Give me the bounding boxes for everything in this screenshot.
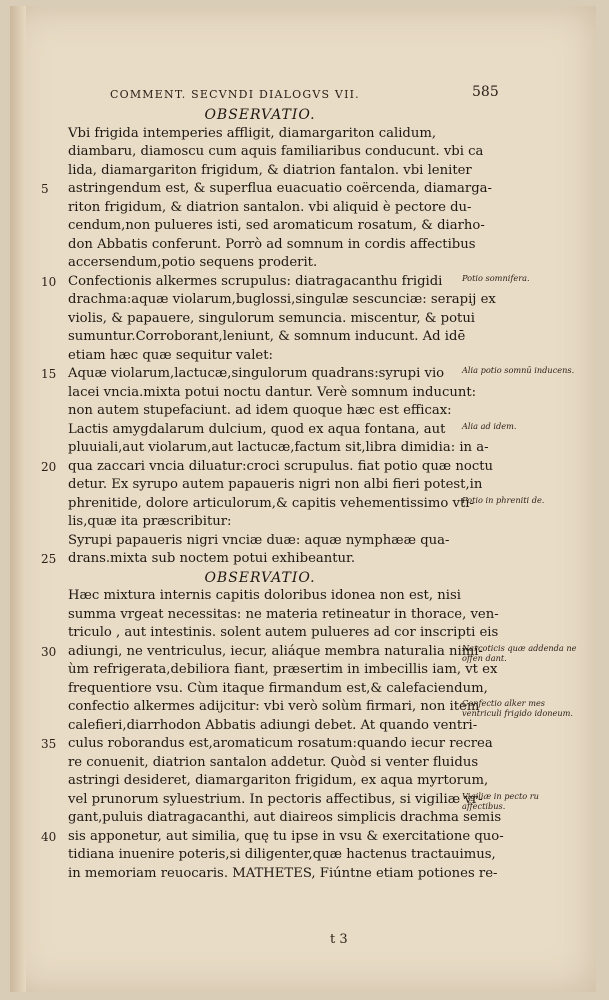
text-line-content: non autem stupefaciunt. ad idem quoque hæc est efficax: <box>68 403 452 418</box>
text-line <box>68 495 474 514</box>
text-line <box>68 846 496 865</box>
text-line <box>68 791 483 810</box>
text-line <box>68 476 483 495</box>
margin-note: Potio somnifera. <box>462 272 530 283</box>
text-line-content: adiungi, ne ventriculus, iecur, aliáque membra naturalia nimi- <box>68 643 483 659</box>
text-line-content: tidiana inuenire poteris,si diligenter,quæ hactenus tractauimus, <box>68 847 496 862</box>
text-line <box>68 125 452 144</box>
text-line-content: calefieri,diarrhodon Abbatis adiungi debet. At quando ventri- <box>68 717 478 733</box>
text-line-content: gant,puluis diatragacanthi, aut diaireos simplicis drachma semis <box>68 810 502 825</box>
section-heading <box>68 106 452 125</box>
text-line-content: pluuiali,aut violarum,aut lactucæ,factum sit,libra dimidia: in a- <box>68 440 489 455</box>
text-line-content: violis, & papauere, singulorum semuncia. miscentur, & potui <box>68 310 476 326</box>
text-line-content: don Abbatis conferunt. Porrò ad somnum in cordis affectibus <box>68 236 476 252</box>
line-number: 10 <box>41 274 57 289</box>
text-line-content: etiam hæc quæ sequitur valet: <box>68 347 273 363</box>
text-line-content: culus roborandus est,aromaticum rosatum:quando iecur recrea <box>68 736 493 751</box>
text-line-content: Lactis amygdalarum dulcium, quod ex aqua fontana, aut <box>68 421 446 437</box>
text-line-content: astringi desideret, diamargariton frigidum, ex aqua myrtorum, <box>68 773 489 788</box>
text-line-content: Confectionis alkermes scrupulus: diatragacanthu frigidi <box>68 273 443 289</box>
text-line <box>68 772 489 791</box>
section-heading <box>68 569 452 588</box>
text-line-content: lida, diamargariton frigidum, & diatrion fantalon. vbi leniter <box>68 162 472 178</box>
line-number: 20 <box>41 459 57 474</box>
text-line <box>68 143 484 162</box>
text-line <box>68 384 477 403</box>
text-line-content: OBSERVATIO. <box>204 107 316 123</box>
line-number: 30 <box>41 644 57 659</box>
text-line <box>68 865 498 884</box>
text-line-content: Syrupi papaueris nigri vnciæ duæ: aquæ nymphææ qua- <box>68 532 450 548</box>
text-line <box>68 236 476 255</box>
text-line <box>68 587 461 606</box>
margin-note: Confectio alker mes ventriculi frigido idoneum. <box>462 698 574 718</box>
text-line-content: Hæc mixtura internis capitis doloribus idonea non est, nisi <box>68 588 461 603</box>
text-line-content: sis apponetur, aut similia, quę tu ipse in vsu & exercitatione quo- <box>68 828 504 844</box>
margin-note: Narcoticis quæ addenda ne offen dant. <box>462 642 577 663</box>
text-line <box>68 532 452 551</box>
text-line <box>68 421 452 440</box>
running-head: COMMENT. SECVNDI DIALOGVS VII. <box>110 88 360 101</box>
text-line-content: lis,quæ ita præscribitur: <box>68 514 232 529</box>
text-line <box>68 624 499 643</box>
text-line <box>68 606 499 625</box>
text-line <box>41 828 504 847</box>
text-line <box>68 698 480 717</box>
signature-mark: t 3 <box>330 932 348 947</box>
text-line <box>41 180 492 199</box>
page-number: 585 <box>472 84 499 100</box>
text-line-content: phrenitide, dolore articulorum,& capitis vehementissimo vti- <box>68 495 474 511</box>
margin-note: Alia ad idem. <box>462 420 517 431</box>
margin-note: Alia potio somnū inducens. <box>462 365 575 375</box>
line-number: 15 <box>41 367 57 381</box>
text-line-content: drans.mixta sub noctem potui exhibeantur. <box>68 551 356 566</box>
text-line <box>41 735 493 754</box>
book-page <box>10 6 596 992</box>
text-line <box>68 310 476 329</box>
text-line-content: ùm refrigerata,debiliora fiant, præsertim in imbecillis iam, vt ex <box>68 662 498 677</box>
text-line-content: astringendum est, & superflua euacuatio coërcenda, diamarga- <box>68 181 492 196</box>
text-line-content: summa vrgeat necessitas: ne materia retineatur in thorace, ven- <box>68 606 499 622</box>
text-line-content: lacei vncia.mixta potui noctu dantur. Verè somnum inducunt: <box>68 384 477 400</box>
text-line <box>41 458 494 477</box>
text-line-content: re conuenit, diatrion santalon addetur. Quòd si venter fluidus <box>68 754 479 770</box>
text-line <box>68 439 489 458</box>
text-line-content: Aquæ violarum,lactucæ,singulorum quadrans:syrupi vio <box>68 366 445 381</box>
text-line-content: cendum,non pulueres isti, sed aromaticum rosatum, & diarho- <box>68 218 485 233</box>
line-number: 25 <box>41 552 57 566</box>
text-line <box>41 365 452 384</box>
text-line <box>41 643 483 662</box>
text-line-content: in memoriam reuocaris. MATHETES, Fiúntne etiam potiones re- <box>68 865 498 881</box>
text-line-content: accersendum,potio sequens proderit. <box>68 255 318 270</box>
page-gutter <box>10 6 26 992</box>
margin-note: Potio in phreniti de. <box>462 494 545 505</box>
text-line <box>68 347 452 366</box>
text-line-content: drachma:aquæ violarum,buglossi,singulæ sescunciæ: serapij ex <box>68 292 496 307</box>
text-line-content: OBSERVATIO. <box>204 569 316 586</box>
text-line-content: detur. Ex syrupo autem papaueris nigri non albi fieri potest,in <box>68 477 483 492</box>
text-line-content: qua zaccari vncia diluatur:croci scrupulus. fiat potio quæ noctu <box>68 458 494 474</box>
margin-note: Vigiliæ in pecto ru affectibus. <box>462 790 539 811</box>
text-line <box>68 217 485 236</box>
text-line <box>68 199 472 218</box>
text-line-content: Vbi frigida intemperies affligit, diamargariton calidum, <box>68 125 437 141</box>
line-number: 5 <box>41 182 49 196</box>
text-line <box>68 661 498 680</box>
text-line <box>41 550 452 569</box>
text-line-content: frequentiore vsu. Cùm itaque firmandum est,& calefaciendum, <box>68 680 488 696</box>
text-line <box>68 513 452 532</box>
text-line <box>68 328 466 347</box>
text-line <box>41 273 452 292</box>
line-number: 40 <box>41 829 57 844</box>
text-line <box>68 254 452 273</box>
text-line <box>68 809 502 828</box>
text-line-content: sumuntur.Corroborant,leniunt, & somnum inducunt. Ad idē <box>68 329 466 344</box>
text-line <box>68 291 496 310</box>
text-line <box>68 717 478 736</box>
text-line <box>68 754 479 773</box>
text-line-content: diambaru, diamoscu cum aquis familiaribus conducunt. vbi ca <box>68 144 484 159</box>
text-line-content: vel prunorum syluestrium. In pectoris affectibus, si vigiliæ vr- <box>68 791 483 807</box>
text-line <box>68 162 472 181</box>
text-line-content: confectio alkermes adijcitur: vbi verò solùm firmari, non item <box>68 699 480 714</box>
text-line <box>68 402 452 421</box>
line-number: 35 <box>41 737 57 751</box>
text-line-content: triculo , aut intestinis. solent autem pulueres ad cor inscripti eis <box>68 625 499 640</box>
text-line-content: riton frigidum, & diatrion santalon. vbi aliquid è pectore du- <box>68 199 472 215</box>
text-line <box>68 680 488 699</box>
